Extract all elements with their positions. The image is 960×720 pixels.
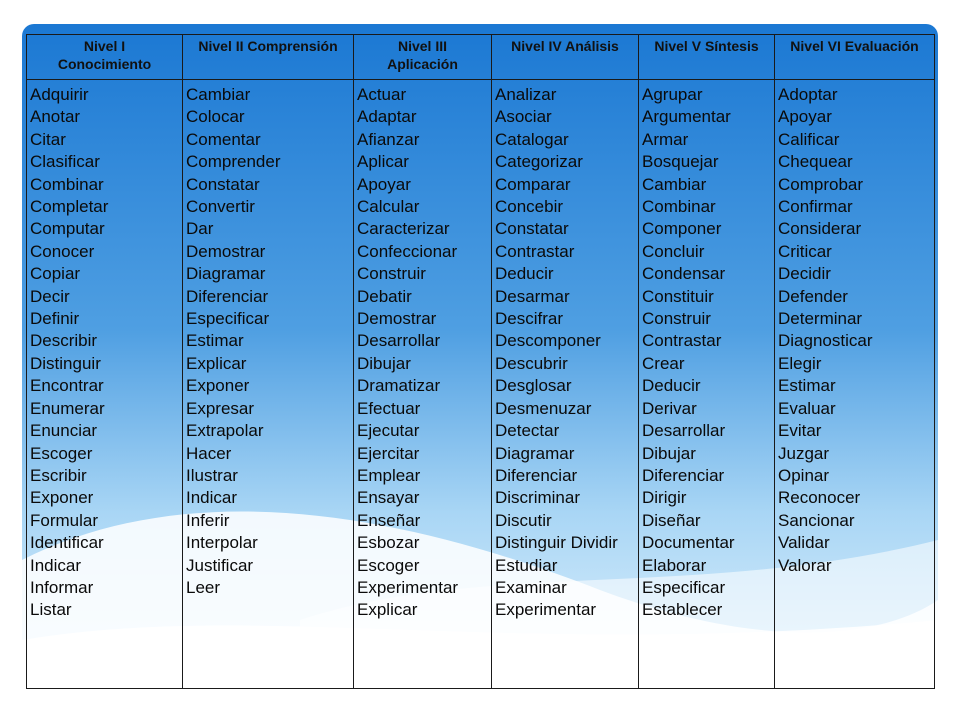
verb-item: Diagramar [495, 443, 575, 463]
verb-item: Deducir [495, 264, 554, 284]
verb-item: Descomponer [495, 331, 601, 351]
header-row [27, 35, 935, 80]
verb-item: Explicar [186, 353, 247, 373]
verb-item: Contrastar [642, 331, 722, 351]
verb-item: Exponer [30, 488, 94, 508]
verb-item: Dirigir [642, 488, 687, 508]
verb-item: Decir [30, 286, 70, 306]
verb-item: Demostrar [186, 241, 266, 261]
verb-item: Dibujar [357, 353, 411, 373]
header-line: Nivel IV Análisis [511, 38, 619, 54]
verb-item: Completar [30, 197, 109, 217]
verb-item: Catalogar [495, 129, 569, 149]
verb-item: Discutir [495, 510, 552, 530]
verb-item: Concluir [642, 241, 705, 261]
verb-item: Distinguir [30, 353, 101, 373]
verb-list-nivel-3 [354, 80, 492, 689]
verb-item: Agrupar [642, 85, 703, 104]
verb-item: Aplicar [357, 152, 409, 172]
verb-item: Formular [30, 510, 99, 530]
verb-item: Actuar [357, 85, 407, 104]
verb-item: Escoger [30, 443, 93, 463]
verb-item: Explicar [357, 600, 418, 620]
verb-item: Adquirir [30, 85, 89, 104]
verb-item: Diagnosticar [778, 331, 873, 351]
verb-item: Documentar [642, 533, 735, 553]
verb-item: Listar [30, 600, 72, 620]
verbs-row [27, 80, 935, 689]
header-nivel-4 [492, 35, 639, 80]
verb-item: Colocar [186, 107, 245, 127]
verb-item: Defender [778, 286, 848, 306]
verb-item: Sancionar [778, 510, 855, 530]
verb-item: Ensayar [357, 488, 420, 508]
verb-item: Efectuar [357, 398, 421, 418]
header-nivel-3 [354, 35, 492, 80]
verb-item: Apoyar [778, 107, 832, 127]
verb-item: Constatar [186, 174, 260, 194]
verb-item: Determinar [778, 309, 863, 329]
verb-item: Justificar [186, 555, 254, 575]
verb-item: Elaborar [642, 555, 707, 575]
verb-item: Detectar [495, 421, 560, 441]
header-nivel-2 [183, 35, 354, 80]
verb-item: Construir [642, 309, 711, 329]
verb-item: Deducir [642, 376, 701, 396]
verb-item: Valorar [778, 555, 832, 575]
verb-item: Descubrir [495, 353, 568, 373]
verb-item: Escoger [357, 555, 420, 575]
verb-item: Desarrollar [642, 421, 726, 441]
verb-item: Anotar [30, 107, 81, 127]
verb-item: Demostrar [357, 309, 437, 329]
verb-item: Analizar [495, 85, 557, 104]
verb-item: Hacer [186, 443, 232, 463]
verb-item: Estimar [778, 376, 836, 396]
verb-item: Decidir [778, 264, 831, 284]
header-nivel-6 [775, 35, 935, 80]
verb-item: Examinar [495, 577, 567, 597]
verb-item: Desmenuzar [495, 398, 592, 418]
verb-item: Opinar [778, 465, 830, 485]
header-line: Nivel II Comprensión [198, 38, 338, 54]
verb-item: Argumentar [642, 107, 731, 127]
verb-item: Experimentar [495, 600, 597, 620]
header-line: Nivel III [397, 38, 448, 54]
verb-item: Ejercitar [357, 443, 420, 463]
verb-item: Inferir [186, 510, 230, 530]
verb-item: Discriminar [495, 488, 580, 508]
verb-item: Descifrar [495, 309, 564, 329]
verb-item: Desglosar [495, 376, 572, 396]
verb-item: Evitar [778, 421, 822, 441]
verb-item: Desarrollar [357, 331, 441, 351]
verb-item: Definir [30, 309, 80, 329]
verb-item: Constituir [642, 286, 714, 306]
verb-item: Comprobar [778, 174, 864, 194]
verb-list-nivel-4 [492, 80, 639, 689]
verb-item: Establecer [642, 600, 723, 620]
header-line: Nivel I [83, 38, 126, 54]
verb-item: Confeccionar [357, 241, 458, 261]
verb-item: Diseñar [642, 510, 701, 530]
verb-item: Construir [357, 264, 426, 284]
verb-item: Asociar [495, 107, 552, 127]
verb-item: Experimentar [357, 577, 459, 597]
verb-item: Especificar [642, 577, 726, 597]
verb-item: Validar [778, 533, 830, 553]
verb-item: Interpolar [186, 533, 258, 553]
verb-item: Dibujar [642, 443, 696, 463]
header-line: Aplicación [387, 56, 458, 72]
verb-item: Confirmar [778, 197, 853, 217]
verb-item: Armar [642, 129, 689, 149]
verb-item: Encontrar [30, 376, 104, 396]
verb-item: Clasificar [30, 152, 100, 172]
verb-item: Evaluar [778, 398, 836, 418]
verb-item: Combinar [642, 197, 716, 217]
verb-item: Esbozar [357, 533, 420, 553]
verb-item: Debatir [357, 286, 412, 306]
verb-item: Desarmar [495, 286, 570, 306]
bloom-verbs-table-frame [26, 34, 934, 689]
verb-item: Expresar [186, 398, 255, 418]
verb-item: Cambiar [186, 85, 251, 104]
header-line: Nivel VI Evaluación [790, 38, 919, 54]
verb-item: Considerar [778, 219, 862, 239]
verb-item: Adaptar [357, 107, 417, 127]
verb-item: Comentar [186, 129, 261, 149]
verb-item: Chequear [778, 152, 853, 172]
verb-item: Enseñar [357, 510, 421, 530]
verb-item: Bosquejar [642, 152, 719, 172]
verb-item: Computar [30, 219, 105, 239]
header-nivel-5 [639, 35, 775, 80]
verb-item: Calcular [357, 197, 420, 217]
verb-item: Comparar [495, 174, 571, 194]
verb-item: Emplear [357, 465, 421, 485]
verb-item: Enunciar [30, 421, 98, 441]
verb-item: Constatar [495, 219, 569, 239]
verb-item: Diferenciar [642, 465, 725, 485]
verb-item: Criticar [778, 241, 832, 261]
verb-item: Informar [30, 577, 94, 597]
verb-item: Diagramar [186, 264, 266, 284]
verb-item: Comprender [186, 152, 281, 172]
verb-item: Apoyar [357, 174, 411, 194]
verb-list-nivel-5 [639, 80, 775, 689]
verb-item: Categorizar [495, 152, 583, 172]
verb-item: Exponer [186, 376, 250, 396]
verb-item: Contrastar [495, 241, 575, 261]
verb-item: Adoptar [778, 85, 838, 104]
verb-item: Derivar [642, 398, 697, 418]
verb-item: Crear [642, 353, 685, 373]
header-line: Conocimiento [57, 56, 152, 72]
verb-item: Componer [642, 219, 722, 239]
verb-item: Diferenciar [186, 286, 269, 306]
verb-item: Describir [30, 331, 98, 351]
verb-item: Concebir [495, 197, 564, 217]
verb-item: Extrapolar [186, 421, 264, 441]
header-nivel-1 [27, 35, 183, 80]
verb-item: Caracterizar [357, 219, 450, 239]
verb-item: Diferenciar [495, 465, 578, 485]
verb-item: Reconocer [778, 488, 861, 508]
verb-item: Estimar [186, 331, 244, 351]
verb-item: Dar [186, 219, 214, 239]
verb-item: Especificar [186, 309, 270, 329]
verb-item: Juzgar [778, 443, 830, 463]
verb-item: Conocer [30, 241, 95, 261]
verb-list-nivel-1 [27, 80, 183, 689]
verb-item: Convertir [186, 197, 255, 217]
verb-item: Combinar [30, 174, 104, 194]
verb-item: Indicar [186, 488, 238, 508]
verb-item: Leer [186, 577, 221, 597]
verb-item: Ejecutar [357, 421, 420, 441]
verb-item: Identificar [30, 533, 104, 553]
verb-item: Cambiar [642, 174, 707, 194]
verb-item: Copiar [30, 264, 81, 284]
verb-item: Dramatizar [357, 376, 441, 396]
verb-item: Elegir [778, 353, 822, 373]
verb-item: Estudiar [495, 555, 558, 575]
verb-item: Escribir [30, 465, 87, 485]
verb-item: Calificar [778, 129, 840, 149]
bloom-verbs-table [26, 34, 935, 689]
verb-item: Condensar [642, 264, 726, 284]
verb-item: Enumerar [30, 398, 105, 418]
verb-item: Ilustrar [186, 465, 238, 485]
verb-list-nivel-2 [183, 80, 354, 689]
verb-item: Afianzar [357, 129, 420, 149]
header-line: Nivel V Síntesis [654, 38, 759, 54]
verb-item: Citar [30, 129, 66, 149]
verb-list-nivel-6 [775, 80, 935, 689]
verb-item: Distinguir Dividir [495, 533, 618, 553]
verb-item: Indicar [30, 555, 82, 575]
